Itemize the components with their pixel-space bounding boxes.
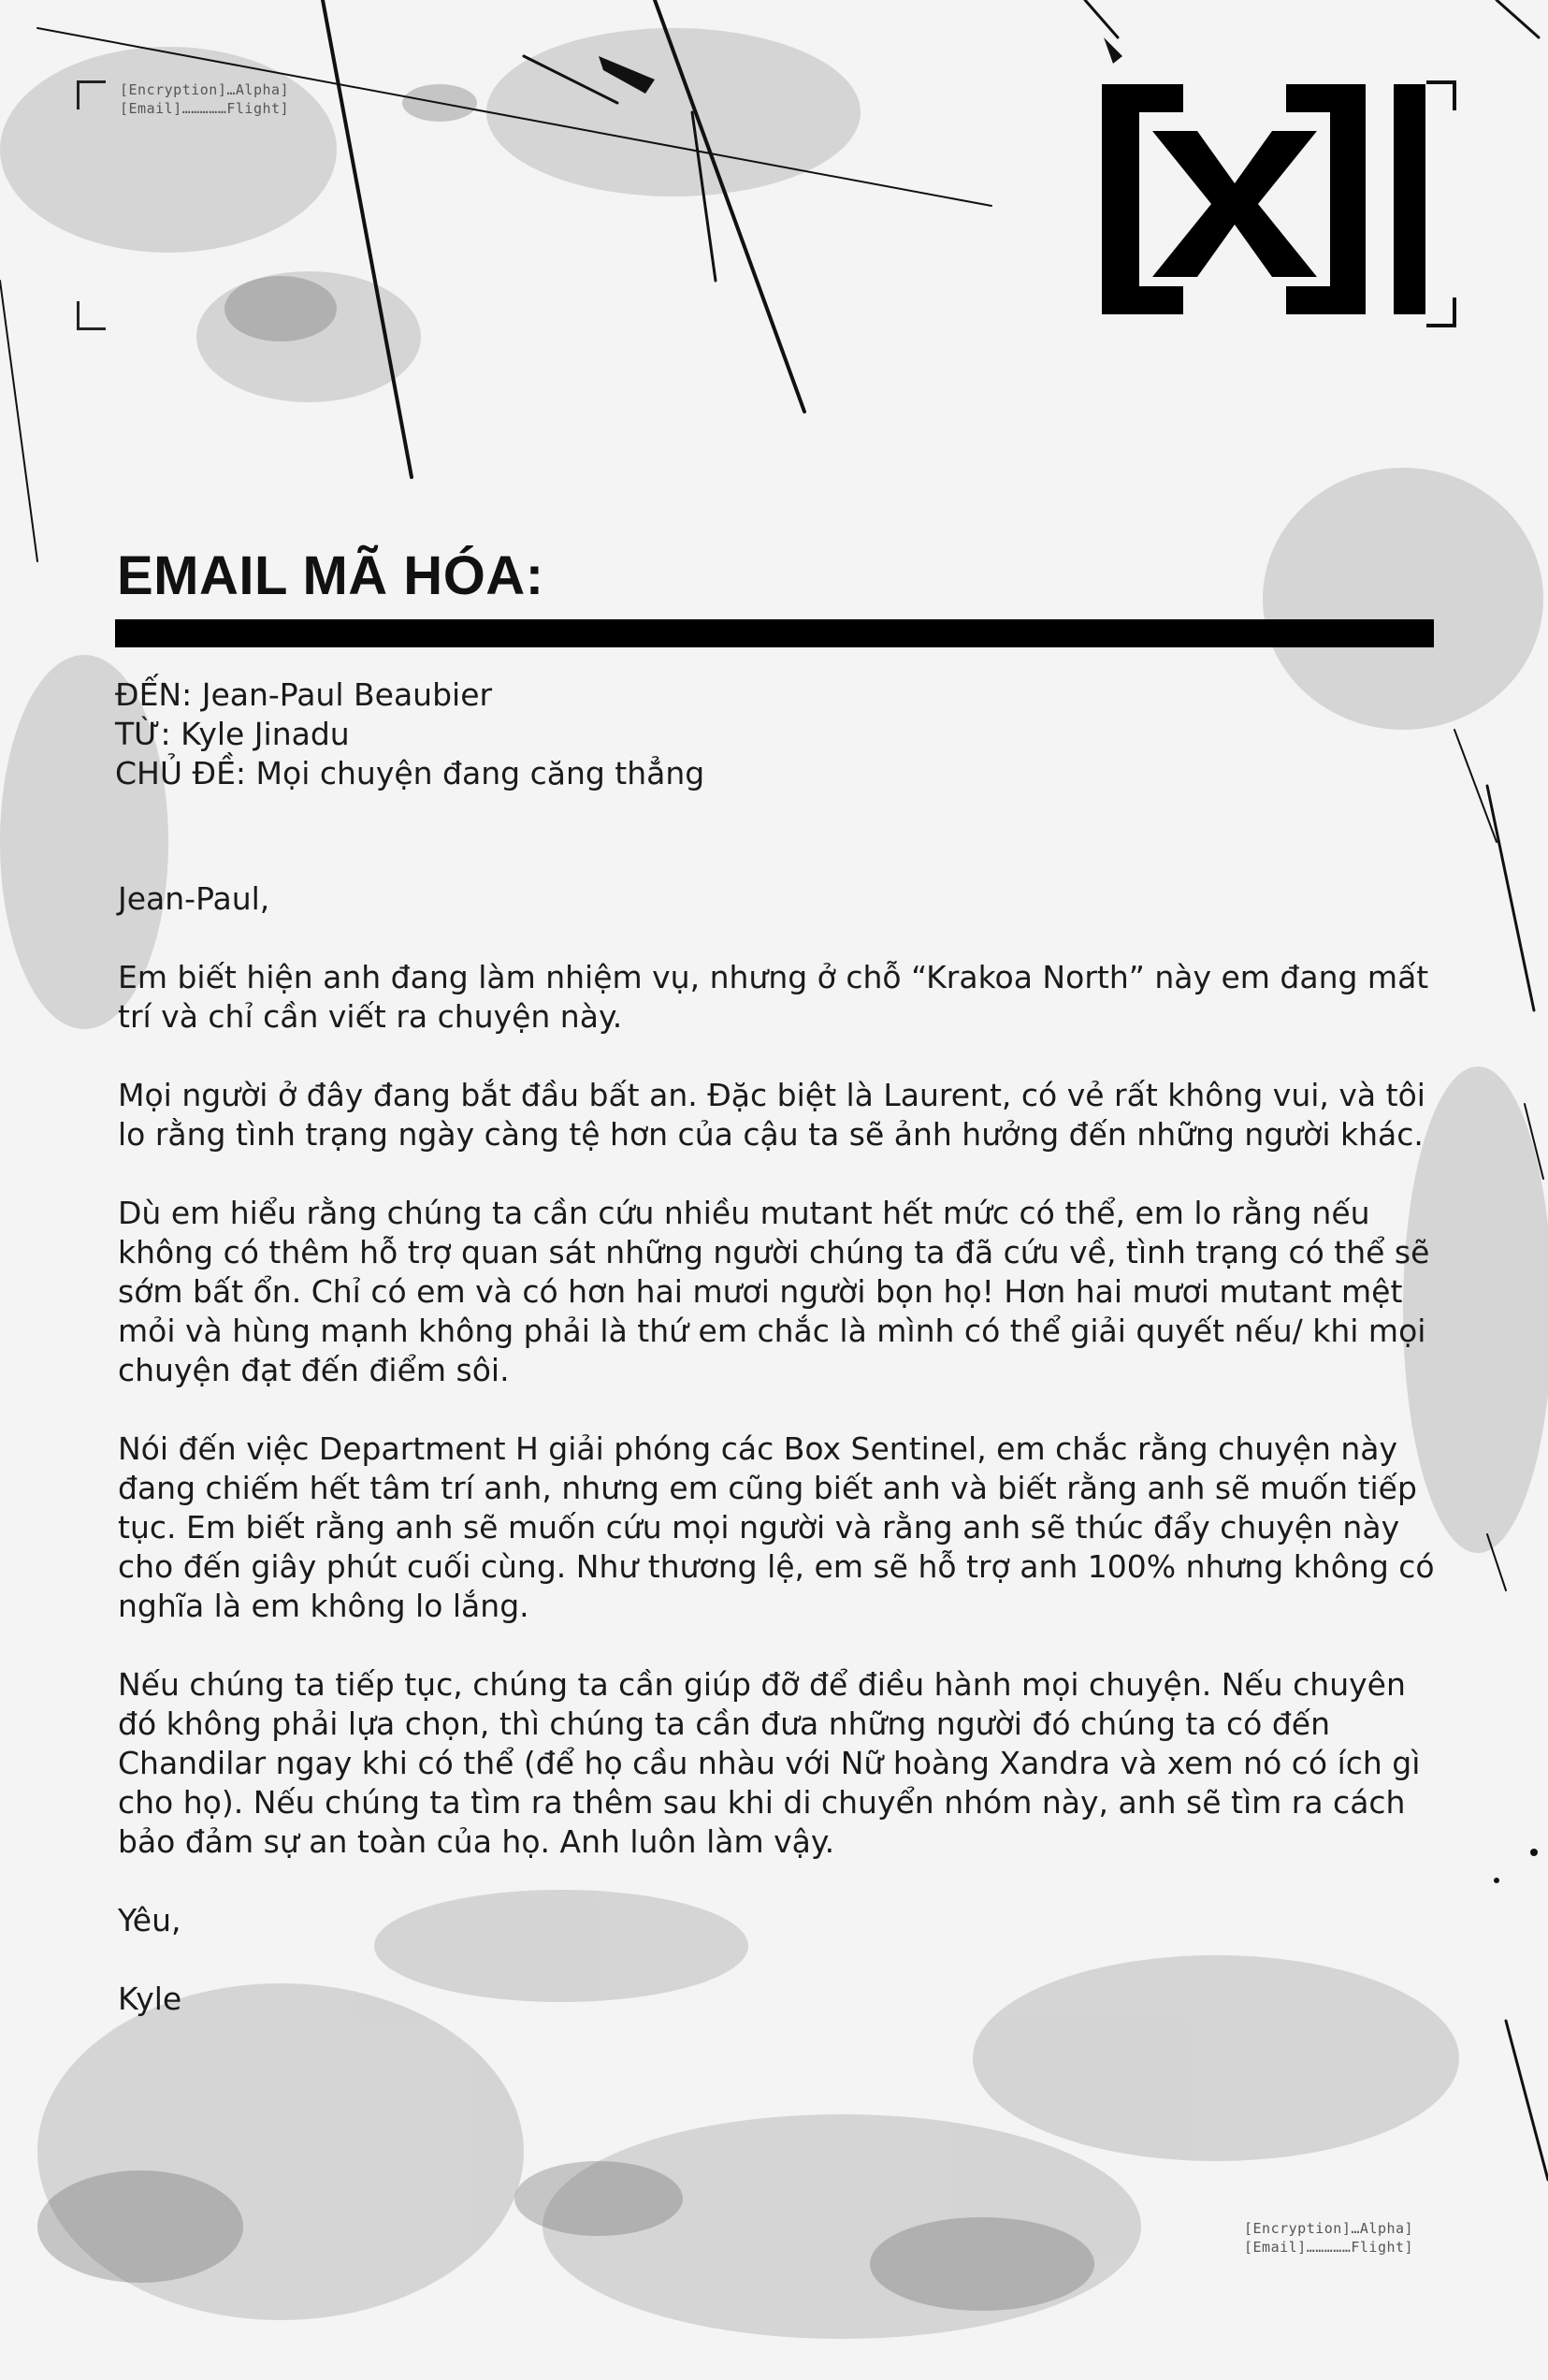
page-title: EMAIL MÃ HÓA: [117,545,544,606]
email-from-field: TỪ: Kyle Jinadu [115,716,350,752]
letter-paragraph: Nếu chúng ta tiếp tục, chúng ta cần giúp đỡ để điều hành mọi chuyện. Nếu chuyên đó không phải lựa chọn, thì chúng ta cần đưa những người đó chúng ta có đến Chandilar ngay khi có thể (để họ cầu nhàu với Nữ hoàng Xandra và xem nó có ích gì cho họ). Nếu chúng ta tìm ra thêm sau khi di chuyển nhóm này, anh sẽ tìm ra cách bảo đảm sự an toàn của họ. Anh luôn làm vậy. [118,1666,1421,1860]
letter-paragraph: Em biết hiện anh đang làm nhiệm vụ, nhưng ở chỗ “Krakoa North” này em đang mất trí và chỉ cần viết ra chuyện này. [118,959,1429,1035]
email-header [115,675,704,793]
letter-greeting: Jean-Paul, [118,880,270,917]
encryption-tag-top [120,80,289,118]
corner-bracket-top-left [77,80,106,109]
letter-signature: Kyle [118,1981,182,2017]
letter-paragraph: Mọi người ở đây đang bắt đầu bất an. Đặc biệt là Laurent, có vẻ rất không vui, và tôi lo rằng tình trạng ngày càng tệ hơn của cậu ta sẽ ảnh hưởng đến những người khác. [118,1077,1425,1153]
x-men-logo-icon [1094,73,1468,344]
letter-paragraph: Dù em hiểu rằng chúng ta cần cứu nhiều mutant hết mức có thể, em lo rằng nếu không có thêm hỗ trợ quan sát những người chúng ta đã cứu về, tình trạng có thể sẽ sớm bất ổn. Chỉ có em và có hơn hai mươi người bọn họ! Hơn hai mươi mutant mệt mỏi và hùng mạnh không phải là thứ em chắc là mình có thể giải quyết nếu/ khi mọi chuyện đạt đến điểm sôi. [118,1195,1430,1388]
x-men-logo [1094,73,1468,344]
encryption-tag-bottom [1244,2219,1413,2257]
email-line: [Email]……………Flight] [120,100,290,117]
title-divider-bar [115,619,1434,647]
corner-bracket-bottom-left [77,301,106,330]
letter-paragraph: Nói đến việc Department H giải phóng các Box Sentinel, em chắc rằng chuyện này đang chiếm hết tâm trí anh, nhưng em cũng biết anh và biết rằng anh sẽ muốn tiếp tục. Em biết rằng anh sẽ muốn cứu mọi người và rằng anh sẽ thúc đẩy chuyện này cho đến giây phút cuối cùng. Như thương lệ, em sẽ hỗ trợ anh 100% nhưng không có nghĩa là em không lo lắng. [118,1430,1435,1624]
email-body [118,879,1446,2058]
email-to-field: ĐẾN: Jean-Paul Beaubier [115,676,493,713]
encryption-line: [Encryption]…Alpha] [1244,2220,1414,2237]
letter-closing: Yêu, [118,1902,181,1938]
encryption-line: [Encryption]…Alpha] [120,81,290,98]
email-subject-field: CHỦ ĐỀ: Mọi chuyện đang căng thẳng [115,755,705,791]
email-line: [Email]……………Flight] [1244,2239,1414,2256]
